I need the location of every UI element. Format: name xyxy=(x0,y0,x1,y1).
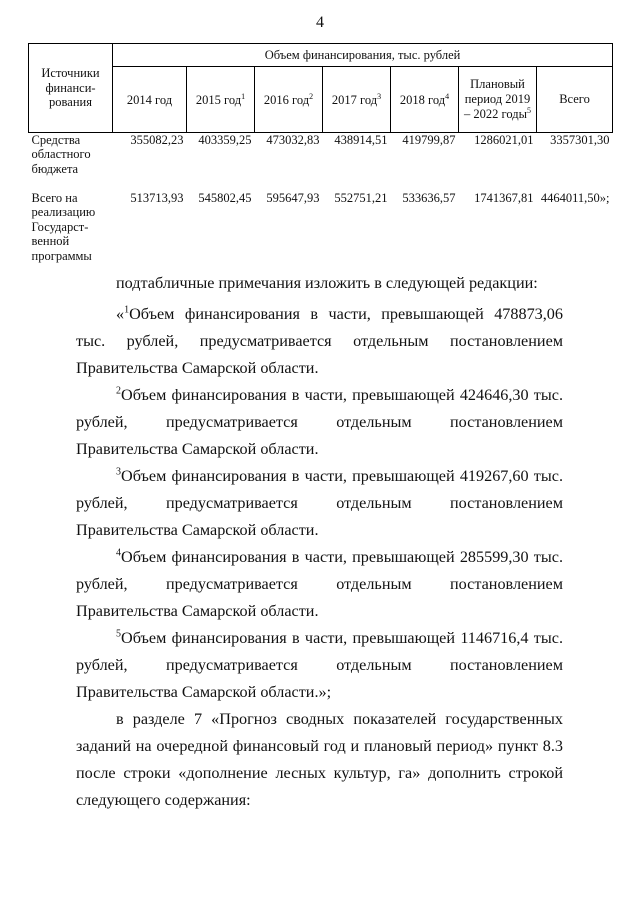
table-cell: 355082,23 xyxy=(130,133,184,147)
intro-paragraph: подтабличные примечания изложить в следующей редакции: xyxy=(116,274,538,292)
header-year: 2016 год$^2$ xyxy=(255,67,323,133)
table-row xyxy=(29,191,613,273)
footnote-2: $^2$Объем финансирования в части, превышающей 424646,30 тыс. рублей, предусматривается отдельным постановлением Правительства Самарской области. xyxy=(76,385,563,458)
header-year: 2014 год xyxy=(113,67,187,133)
table-cell: 3357301,30 xyxy=(550,133,610,147)
table-cell: 1741367,81 xyxy=(474,191,534,205)
table-row xyxy=(29,133,613,192)
header-planned-period: Плановый период 2019 – 2022 годы$^5$ xyxy=(459,67,537,133)
header-year: 2017 год$^3$ xyxy=(323,67,391,133)
footnote-5: $^5$Объем финансирования в части, превышающей 1146716,4 тыс. рублей, предусматривается отдельным постановлением Правительства Самарской области.»; xyxy=(76,628,563,701)
header-sources: Источники финанси-рования xyxy=(29,44,113,133)
table-cell: 4464011,50»; xyxy=(540,191,610,205)
table-cell: 419799,87 xyxy=(402,133,456,147)
header-total: Всего xyxy=(537,67,613,133)
table-cell: 595647,93 xyxy=(266,191,320,205)
table-cell: 552751,21 xyxy=(334,191,388,205)
table-cell: 545802,45 xyxy=(198,191,252,205)
closing-paragraph: в разделе 7 «Прогноз сводных показателей государственных заданий на очередной финансовый год и плановый период» пункт 8.3 после строки «дополнение лесных культур, га» дополнить строкой следующего содержания: xyxy=(76,710,563,809)
table-cell: 438914,51 xyxy=(334,133,388,147)
table-cell: 473032,83 xyxy=(266,133,320,147)
footnote-4: $^4$Объем финансирования в части, превышающей 285599,30 тыс. рублей, предусматривается отдельным постановлением Правительства Самарской области. xyxy=(76,547,563,620)
footnote-3: $^3$Объем финансирования в части, превышающей 419267,60 тыс. рублей, предусматривается отдельным постановлением Правительства Самарской области. xyxy=(76,466,563,539)
row-source: Всего на реализацию Государст-венной программы xyxy=(31,191,96,263)
row-source: Средства областного бюджета xyxy=(31,133,91,176)
header-financing-volume: Объем финансирования, тыс. рублей xyxy=(113,44,613,67)
table-cell: 533636,57 xyxy=(402,191,456,205)
page-number: 4 xyxy=(316,14,324,31)
financing-table xyxy=(28,43,613,273)
header-year: 2015 год$^1$ xyxy=(187,67,255,133)
footnote-1: «$^1$Объем финансирования в части, превышающей 478873,06 тыс. рублей, предусматривается отдельным постановлением Правительства Самарской области. xyxy=(76,304,563,377)
table-cell: 513713,93 xyxy=(130,191,184,205)
header-year: 2018 год$^4$ xyxy=(391,67,459,133)
table-cell: 403359,25 xyxy=(198,133,252,147)
table-cell: 1286021,01 xyxy=(474,133,534,147)
